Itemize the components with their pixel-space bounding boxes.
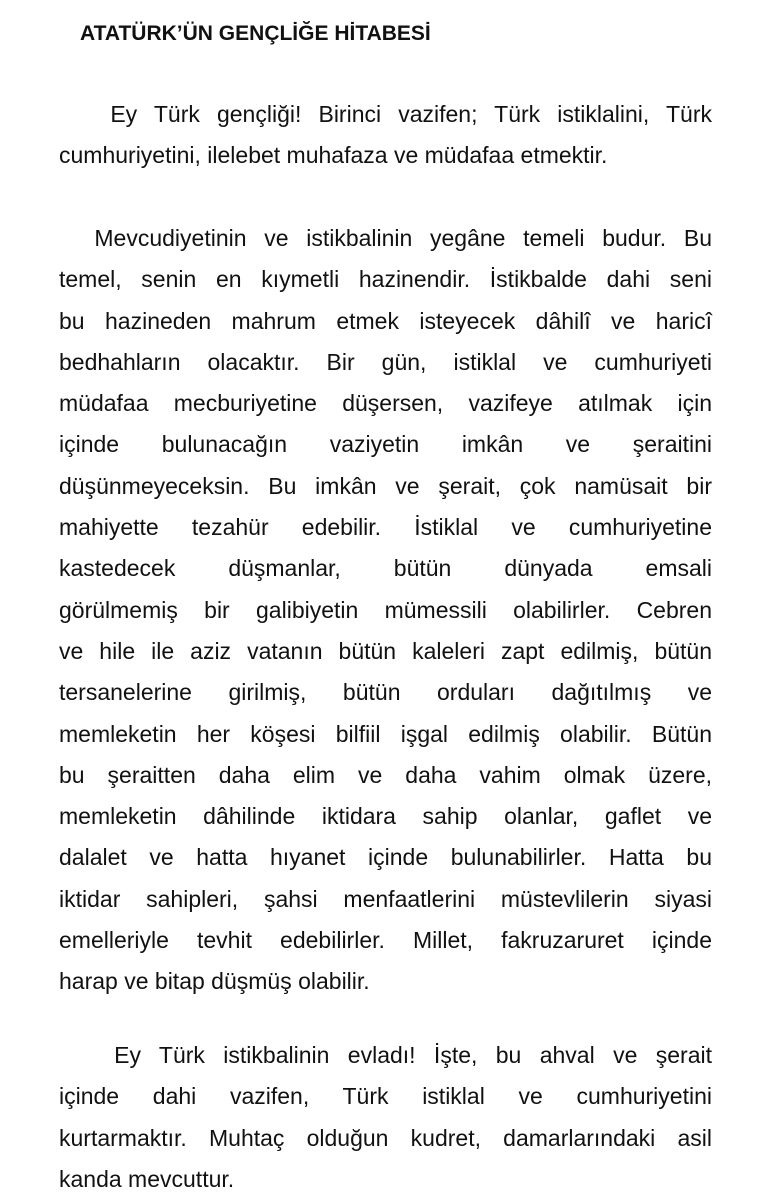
text-line: görülmemiş bir galibiyetin mümessili olabilirler. Cebren — [59, 596, 712, 623]
text-line: memleketin dâhilinde iktidara sahip olanlar, gaflet ve — [59, 803, 712, 830]
text-line: bu şeraitten daha elim ve daha vahim olmak üzere, — [59, 761, 712, 788]
text-line: mahiyette tezahür edebilir. İstiklal ve cumhuriyetine — [59, 514, 712, 541]
text-line: kastedecek düşmanlar, bütün dünyada emsali — [59, 555, 712, 582]
text-line: emelleriyle tevhit edebilirler. Millet, fakruzaruret içinde — [59, 927, 712, 954]
paragraph-2 — [59, 218, 712, 1003]
text-line: tersanelerine girilmiş, bütün orduları dağıtılmış ve — [59, 679, 712, 706]
text-line: kurtarmaktır. Muhtaç olduğun kudret, damarlarındaki asil — [59, 1124, 712, 1151]
text-line: Ey Türk istikbalinin evladı! İşte, bu ahval ve şerait — [59, 1042, 712, 1068]
text-line: cumhuriyetini, ilelebet muhafaza ve müdafaa etmektir. — [59, 142, 608, 169]
paragraph-1 — [59, 94, 712, 177]
text-line: Ey Türk gençliği! Birinci vazifen; Türk istiklalini, Türk — [59, 101, 712, 127]
text-line: düşünmeyeceksin. Bu imkân ve şerait, çok namüsait bir — [59, 472, 712, 499]
text-line: memleketin her köşesi bilfiil işgal edilmiş olabilir. Bütün — [59, 720, 712, 747]
text-line: müdafaa mecburiyetine düşersen, vazifeye atılmak için — [59, 390, 712, 417]
text-line: bedhahların olacaktır. Bir gün, istiklal ve cumhuriyeti — [59, 348, 712, 375]
text-line: kanda mevcuttur. — [59, 1165, 235, 1192]
text-line: iktidar sahipleri, şahsi menfaatlerini müstevlilerin siyasi — [59, 885, 712, 912]
paragraph-3 — [59, 1035, 712, 1200]
text-line: içinde bulunacağın vaziyetin imkân ve şeraitini — [59, 431, 712, 458]
text-line: dalalet ve hatta hıyanet içinde bulunabilirler. Hatta bu — [59, 844, 712, 871]
text-line: ve hile ile aziz vatanın bütün kaleleri zapt edilmiş, bütün — [59, 637, 712, 664]
text-line: temel, senin en kıymetli hazinendir. İstikbalde dahi seni — [59, 266, 712, 293]
page-title: ATATÜRK’ÜN GENÇLİĞE HİTABESİ — [80, 22, 431, 45]
text-line: bu hazineden mahrum etmek isteyecek dâhilî ve haricî — [59, 307, 712, 334]
text-line: Mevcudiyetinin ve istikbalinin yegâne temeli budur. Bu — [59, 225, 712, 251]
text-line: içinde dahi vazifen, Türk istiklal ve cumhuriyetini — [59, 1083, 712, 1110]
text-line: harap ve bitap düşmüş olabilir. — [59, 968, 370, 995]
